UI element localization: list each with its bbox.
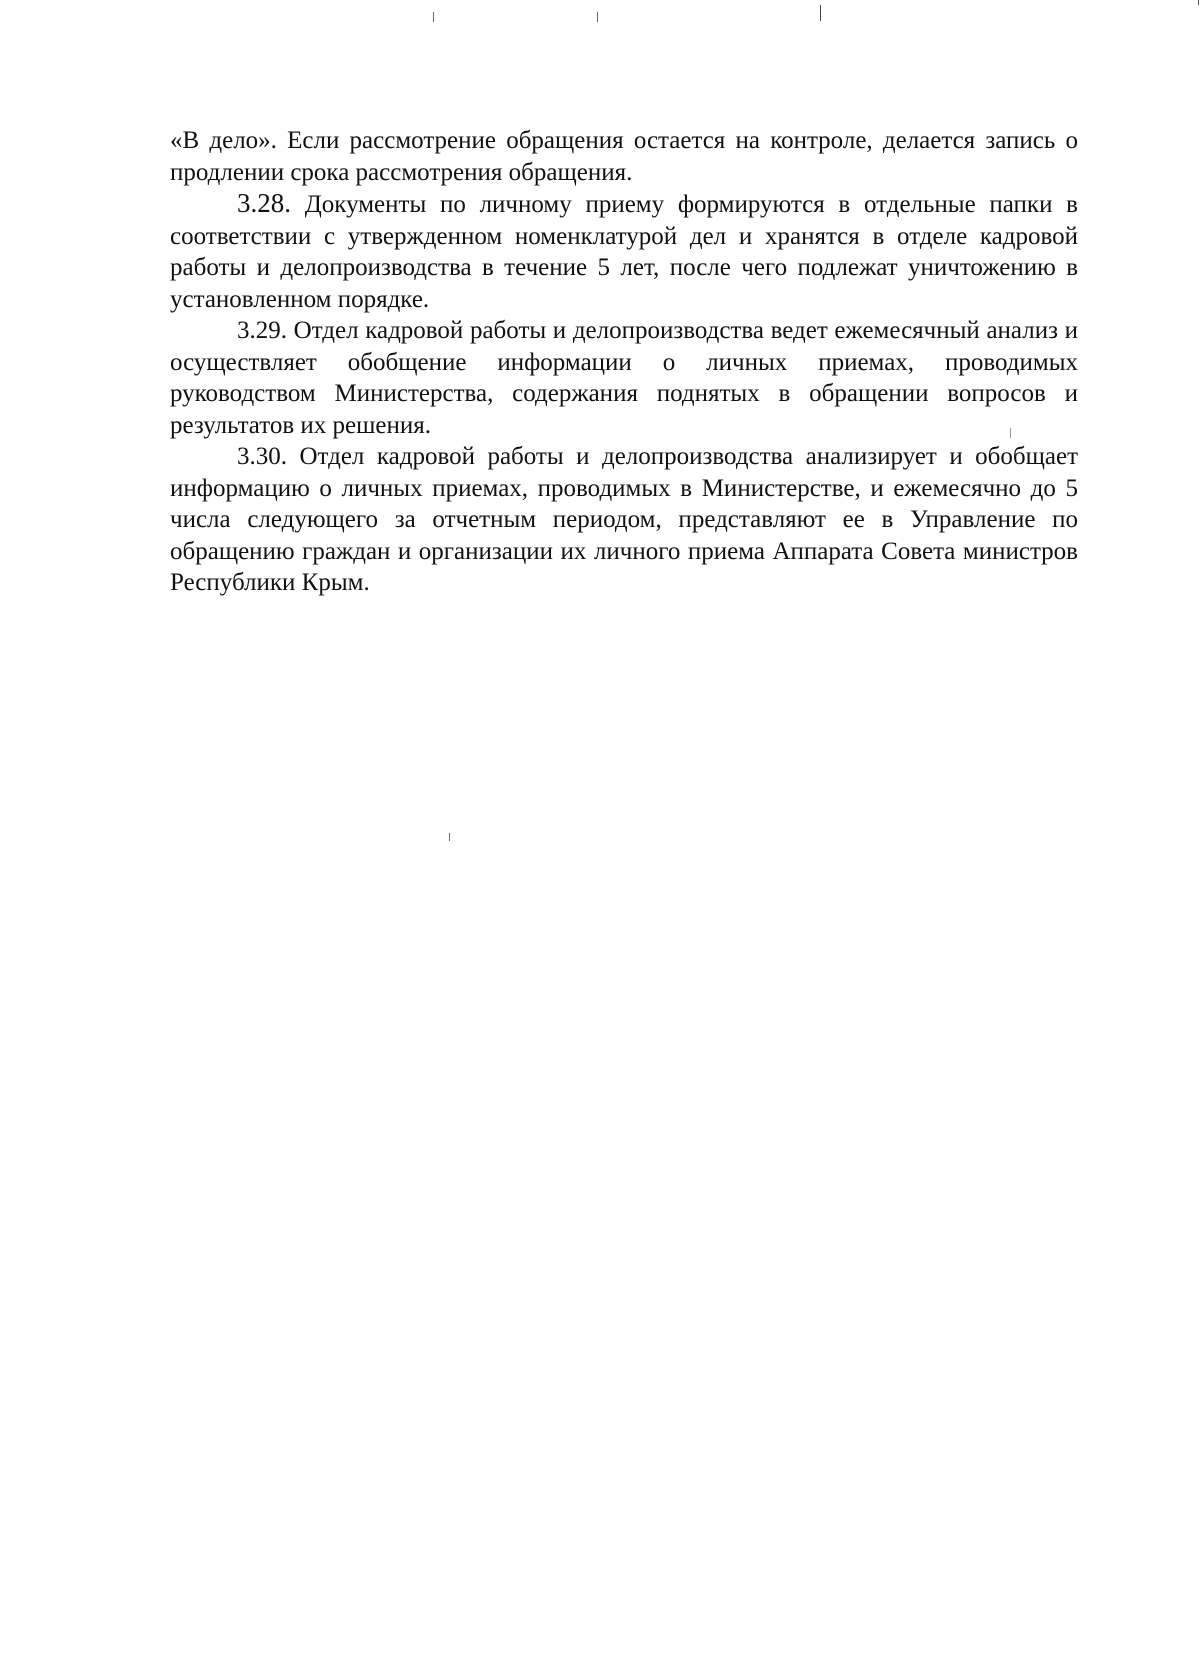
- paragraph-3-28: [170, 188, 1078, 315]
- paragraph-text: «В дело». Если рассмотрение обращения остается на контроле, делается запись о продлении срока рассмотрения обращения.: [170, 127, 1078, 186]
- scan-artifact-mark: [597, 12, 598, 22]
- paragraph-number: 3.30.: [237, 443, 287, 470]
- paragraph-continuation: [170, 125, 1078, 188]
- scan-artifact-mark: [820, 5, 821, 21]
- scan-artifact-mark: [1198, 0, 1199, 5]
- paragraph-3-29: [170, 315, 1078, 441]
- paragraph-text: Документы по личному приему формируются в отдельные папки в соответствии с утвержденном номенклатурой дел и хранятся в отделе кадровой работы и делопроизводства в течение 5 лет, после чего подлежат уничтожению в установленном порядке.: [170, 191, 1078, 313]
- scan-artifact-mark: [449, 833, 450, 841]
- paragraph-number: 3.28.: [237, 188, 291, 218]
- scan-artifact-mark: [433, 12, 434, 22]
- paragraph-text: Отдел кадровой работы и делопроизводства анализирует и обобщает информацию о личных приемах, проводимых в Министерстве, и ежемесячно до 5 числа следующего за отчетным периодом, представляют ее в Управление по обращению граждан и организации их личного приема Аппарата Совета министров Республики Крым.: [170, 443, 1078, 596]
- paragraph-number: 3.29.: [237, 317, 287, 344]
- paragraph-3-30: [170, 441, 1078, 599]
- document-body: [170, 125, 1078, 599]
- paragraph-text: Отдел кадровой работы и делопроизводства ведет ежемесячный анализ и осуществляет обобщение информации о личных приемах, проводимых руководством Министерства, содержания поднятых в обращении вопросов и результатов их решения.: [170, 317, 1078, 439]
